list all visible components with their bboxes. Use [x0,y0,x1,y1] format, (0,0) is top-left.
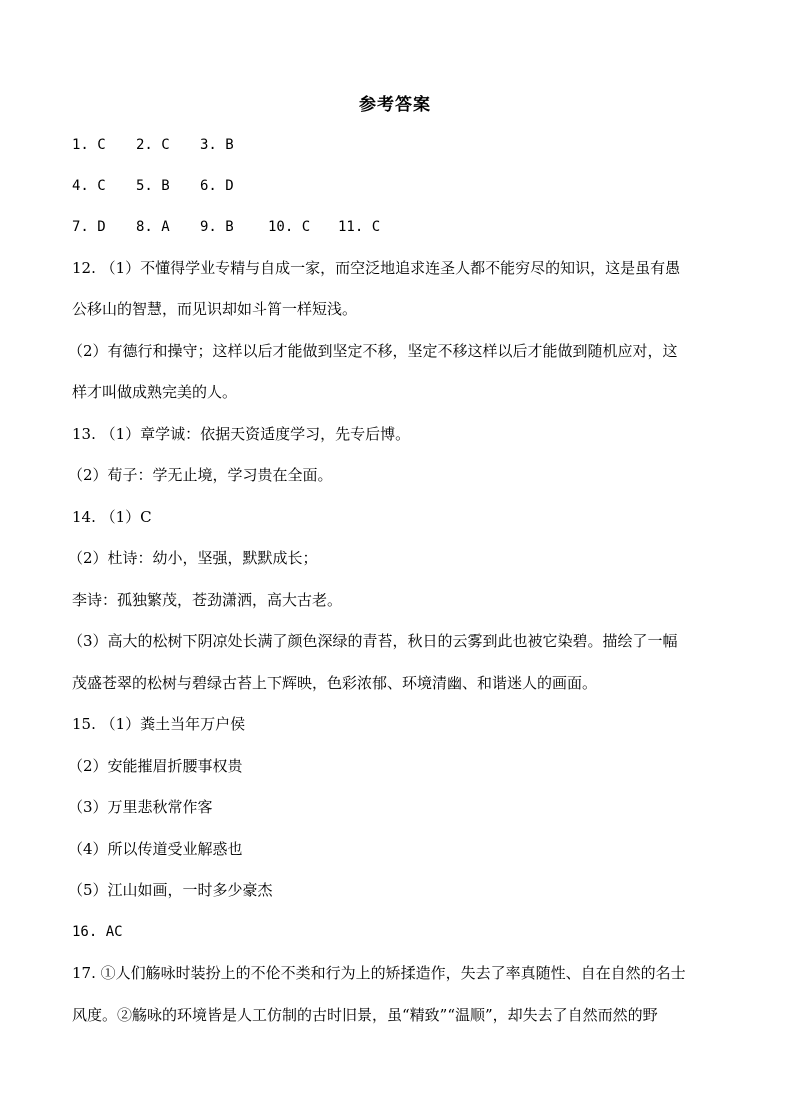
answer-line: 12. （1）不懂得学业专精与自成一家，而空泛地追求连圣人都不能穷尽的知识，这是虽有愚 [72,259,681,277]
answer-line: （2）杜诗：幼小，坚强，默默成长； [68,549,318,567]
mcq-answer: 7. D [72,219,106,235]
answer-line: （4）所以传道受业解惑也 [68,840,243,858]
mcq-answer: 8. A [136,219,170,235]
answer-line: 茂盛苍翠的松树与碧绿古苔上下辉映，色彩浓郁、环境清幽、和谐迷人的画面。 [72,674,598,692]
mcq-answer: 11. C [338,219,381,235]
answer-line: （3）万里悲秋常作客 [68,798,213,816]
answer-line: 13. （1）章学诚：依据天资适度学习，先专后博。 [72,425,411,443]
answer-line: 风度。②觞咏的环境皆是人工仿制的古时旧景，虽“精致”“温顺”，却失去了自然而然的野 [72,1006,658,1024]
answer-line: 样才叫做成熟完美的人。 [72,383,238,401]
mcq-answer: 5. B [136,178,170,194]
mcq-row-1 [72,135,234,155]
answer-line: 14. （1）C [72,508,152,526]
answer-line: 公移山的智慧，而见识却如斗筲一样短浅。 [72,300,358,318]
answer-line: 15. （1）粪土当年万户侯 [72,715,246,733]
mcq-answer: 9. B [200,219,234,235]
mcq-answer: 1. C [72,137,106,153]
mcq-answer: 6. D [200,178,234,194]
answer-line: 16. AC [72,924,123,940]
mcq-answer: 3. B [200,137,234,153]
answer-line: （2）有德行和操守；这样以后才能做到坚定不移，坚定不移这样以后才能做到随机应对，这 [68,342,678,360]
answer-line: （5）江山如画，一时多少豪杰 [68,881,273,899]
mcq-row-2 [72,176,234,196]
mcq-answer: 10. C [268,219,311,235]
mcq-row-3 [72,217,380,237]
mcq-answer: 4. C [72,178,106,194]
page-title: 参考答案 [359,95,431,115]
answer-line: （2）荀子：学无止境，学习贵在全面。 [68,466,333,484]
answer-line: 李诗：孤独繁茂，苍劲潇洒，高大古老。 [72,591,343,609]
answer-line: （2）安能摧眉折腰事权贵 [68,757,243,775]
mcq-answer: 2. C [136,137,170,153]
answer-line: 17. ①人们觞咏时装扮上的不伦不类和行为上的矫揉造作，失去了率真随性、自在自然的名士 [72,964,686,982]
answer-line: （3）高大的松树下阴凉处长满了颜色深绿的青苔，秋日的云雾到此也被它染碧。描绘了一幅 [68,632,678,650]
